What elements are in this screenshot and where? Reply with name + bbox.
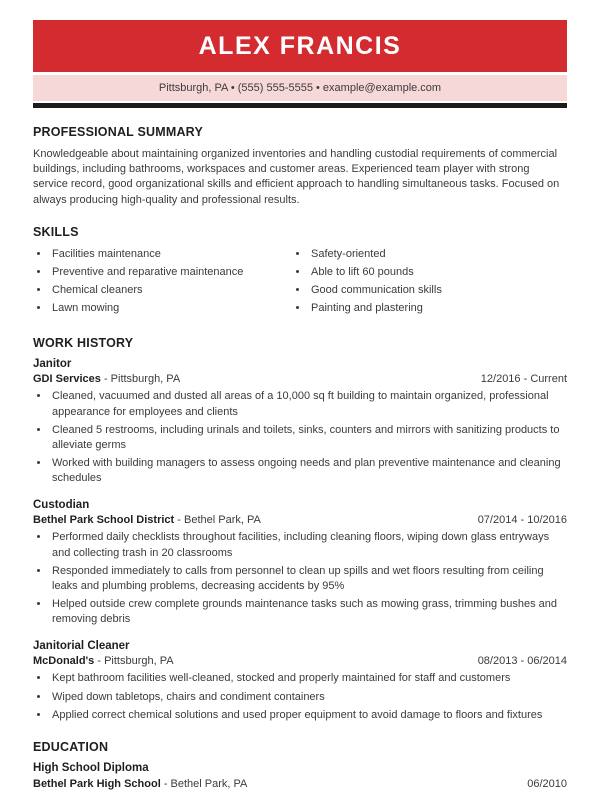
contact-band [33, 75, 567, 101]
education-school-location [33, 778, 247, 790]
job-meta-line [33, 655, 567, 667]
job-bullet: • Cleaned, vacuumed and dusted all areas of a 10,000 sq ft building to maintain organized, professional appearance for employees and clients [50, 389, 567, 419]
job-bullet: • Applied correct chemical solutions and used proper equipment to avoid damage to floors and fixtures [50, 708, 567, 723]
job-title: Janitor [33, 358, 72, 371]
work-history-section-title: WORK HISTORY [33, 336, 134, 351]
job-title: Custodian [33, 499, 90, 512]
job-bullet: • Responded immediately to calls from personnel to clean up spills and wet floors resulting from ceiling leaks and plumbing problems, decreasing accidents by 95% [50, 564, 567, 594]
job-entry [33, 640, 567, 723]
skill-item: • Good communication skills [309, 283, 567, 298]
section-professional-summary [33, 125, 567, 208]
job-bullet-list [33, 389, 567, 486]
education-location: - Bethel Park, PA [163, 777, 248, 790]
education-school: Bethel Park High School [33, 777, 161, 790]
job-title: Janitorial Cleaner [33, 640, 130, 653]
job-company: Bethel Park School District [33, 514, 175, 527]
job-bullet: • Worked with building managers to assess ongoing needs and plan preventive maintenance and cleaning schedules [50, 456, 567, 486]
skill-item: • Safety-oriented [309, 247, 567, 262]
job-bullet-list [33, 671, 567, 723]
job-company: McDonald's [33, 655, 95, 668]
name-header-band [33, 20, 567, 72]
job-bullet: • Wiped down tabletops, chairs and condiment containers [50, 690, 567, 705]
education-date: 06/2010 [527, 777, 567, 790]
section-education [33, 740, 567, 790]
education-meta-line [33, 778, 567, 790]
summary-section-title: PROFESSIONAL SUMMARY [33, 125, 203, 139]
job-bullet-list [33, 530, 567, 627]
job-company: GDI Services [33, 373, 101, 386]
skill-item: • Able to lift 60 pounds [309, 265, 567, 280]
job-bullet: • Performed daily checklists throughout facilities, including cleaning floors, wiping down glass entryways and collecting trash in 20 classrooms [50, 530, 567, 560]
job-company-location [33, 373, 180, 385]
job-dates: 07/2014 - 10/2016 [477, 514, 567, 527]
skill-item: • Painting and plastering [309, 301, 567, 316]
job-meta-line [33, 373, 567, 385]
job-bullet: • Cleaned 5 restrooms, including urinals and toilets, sinks, counters and mirrors with sanitizing products to alleviate germs [50, 423, 567, 453]
job-meta-line [33, 514, 567, 526]
job-company-location [33, 655, 174, 667]
job-dates: 12/2016 - Current [480, 373, 567, 386]
job-bullet: • Helped outside crew complete grounds maintenance tasks such as mowing grass, trimming bushes and removing debris [50, 597, 567, 627]
skills-section-title: SKILLS [33, 224, 79, 239]
skills-columns [33, 247, 567, 320]
education-degree: High School Diploma [33, 761, 149, 774]
job-entry [33, 499, 567, 627]
skill-item: • Facilities maintenance [50, 247, 292, 262]
header-divider-rule [33, 103, 567, 108]
skill-item: • Chemical cleaners [50, 283, 292, 298]
job-location: - Pittsburgh, PA [97, 655, 174, 668]
skills-right-column [292, 247, 567, 320]
job-dates: 08/2013 - 06/2014 [477, 655, 567, 668]
section-skills [33, 225, 567, 320]
candidate-name: ALEX FRANCIS [198, 31, 402, 60]
job-bullet: • Kept bathroom facilities well-cleaned, stocked and properly maintained for staff and customers [50, 671, 567, 686]
summary-paragraph: Knowledgeable about maintaining organized inventories and handling custodial requirements of commercial buildings, including bathrooms, workspaces and customer areas. Experienced team player with strong service record, good organizational skills and efficient approach to handling simultaneous tasks. Focused on always producing high-quality and professional results. [33, 148, 560, 206]
job-entry [33, 358, 567, 486]
skill-item: • Lawn mowing [50, 301, 292, 316]
section-work-history [33, 336, 567, 723]
job-location: - Bethel Park, PA [177, 514, 261, 527]
contact-info: Pittsburgh, PA • (555) 555-5555 • example@example.com [158, 82, 442, 94]
skills-left-column [33, 247, 292, 320]
job-company-location [33, 514, 261, 526]
education-section-title: EDUCATION [33, 739, 109, 754]
job-location: - Pittsburgh, PA [103, 373, 181, 386]
skill-item: • Preventive and reparative maintenance [50, 265, 292, 280]
